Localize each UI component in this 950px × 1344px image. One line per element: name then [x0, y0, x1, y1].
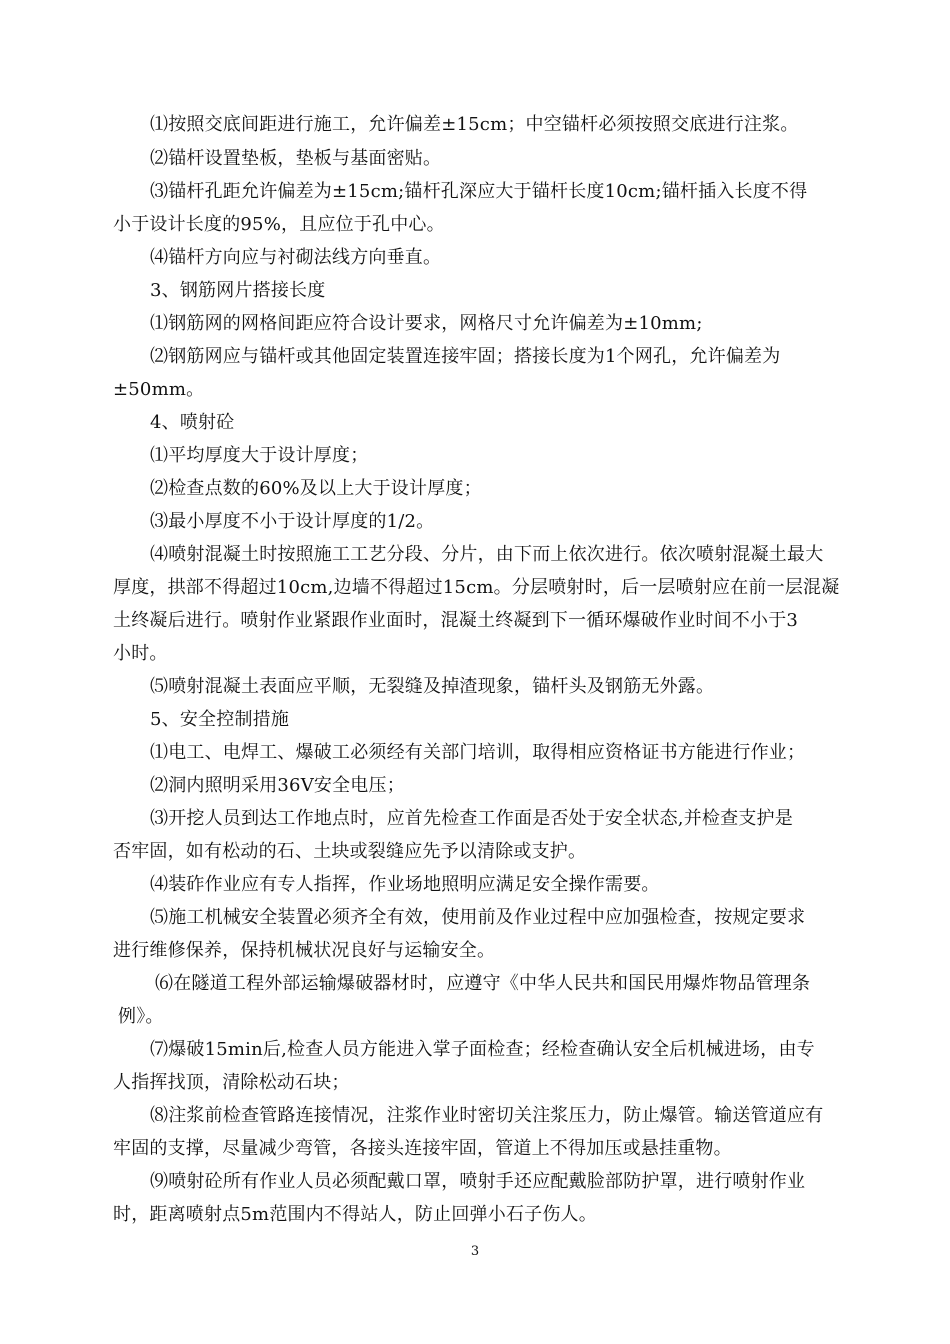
text-line: ⑼喷射砼所有作业人员必须配戴口罩，喷射手还应配戴脸部防护罩，进行喷射作业 — [150, 1171, 806, 1192]
section-heading: 5、安全控制措施 — [150, 709, 290, 730]
text-line: 土终凝后进行。喷射作业紧跟作业面时，混凝土终凝到下一循环爆破作业时间不小于3 — [113, 610, 799, 631]
text-line: ⑵检查点数的60%及以上大于设计厚度； — [150, 478, 482, 499]
text-line: ⑶锚杆孔距允许偏差为±15cm;锚杆孔深应大于锚杆长度10cm;锚杆插入长度不得 — [150, 181, 808, 202]
page-number: 3 — [470, 1244, 480, 1259]
text-line: ⑴钢筋网的网格间距应符合设计要求，网格尺寸允许偏差为±10mm; — [150, 313, 703, 334]
text-line: ±50mm。 — [113, 379, 205, 400]
text-line: ⑶最小厚度不小于设计厚度的1/2。 — [150, 511, 435, 532]
text-line: 例》。 — [118, 1006, 164, 1027]
text-line: 进行维修保养，保持机械状况良好与运输安全。 — [113, 940, 496, 961]
text-line: 否牢固，如有松动的石、土块或裂缝应先予以清除或支护。 — [113, 841, 587, 862]
text-line: 人指挥找顶，清除松动石块； — [113, 1072, 350, 1093]
text-line: ⑴按照交底间距进行施工，允许偏差±15cm；中空锚杆必须按照交底进行注浆。 — [150, 114, 799, 135]
text-line: 小于设计长度的95%，且应位于孔中心。 — [113, 214, 445, 235]
text-line: ⑴电工、电焊工、爆破工必须经有关部门培训，取得相应资格证书方能进行作业； — [150, 742, 806, 763]
text-line: 小时。 — [113, 643, 168, 664]
text-line: ⑹在隧道工程外部运输爆破器材时，应遵守《中华人民共和国民用爆炸物品管理条 — [155, 973, 811, 994]
text-line: 时，距离喷射点5m范围内不得站人，防止回弹小石子伤人。 — [113, 1204, 597, 1225]
text-line: ⑵锚杆设置垫板，垫板与基面密贴。 — [150, 148, 442, 169]
text-line: ⑶开挖人员到达工作地点时，应首先检查工作面是否处于安全状态,并检查支护是 — [150, 808, 793, 829]
section-heading: 3、钢筋网片搭接长度 — [150, 280, 326, 301]
text-line: ⑸施工机械安全装置必须齐全有效，使用前及作业过程中应加强检查，按规定要求 — [150, 907, 806, 928]
text-line: 厚度，拱部不得超过10cm,边墙不得超过15cm。分层喷射时，后一层喷射应在前一层混凝 — [113, 577, 840, 598]
text-line: 牢固的支撑，尽量减少弯管，各接头连接牢固，管道上不得加压或悬挂重物。 — [113, 1138, 732, 1159]
text-line: ⑷喷射混凝土时按照施工工艺分段、分片，由下而上依次进行。依次喷射混凝土最大 — [150, 544, 824, 565]
text-line: ⑵洞内照明采用36V安全电压； — [150, 775, 405, 796]
text-line: ⑷锚杆方向应与衬砌法线方向垂直。 — [150, 247, 442, 268]
text-line: ⑴平均厚度大于设计厚度； — [150, 445, 369, 466]
text-line: ⑵钢筋网应与锚杆或其他固定装置连接牢固；搭接长度为1个网孔，允许偏差为 — [150, 346, 781, 367]
text-line: ⑸喷射混凝土表面应平顺，无裂缝及掉渣现象，锚杆头及钢筋无外露。 — [150, 676, 715, 697]
text-line: ⑺爆破15min后,检查人员方能进入掌子面检查；经检查确认安全后机械进场，由专 — [150, 1039, 815, 1060]
text-line: ⑷装砟作业应有专人指挥，作业场地照明应满足安全操作需要。 — [150, 874, 660, 895]
section-heading: 4、喷射砼 — [150, 412, 235, 433]
text-line: ⑻注浆前检查管路连接情况，注浆作业时密切关注浆压力，防止爆管。输送管道应有 — [150, 1105, 824, 1126]
